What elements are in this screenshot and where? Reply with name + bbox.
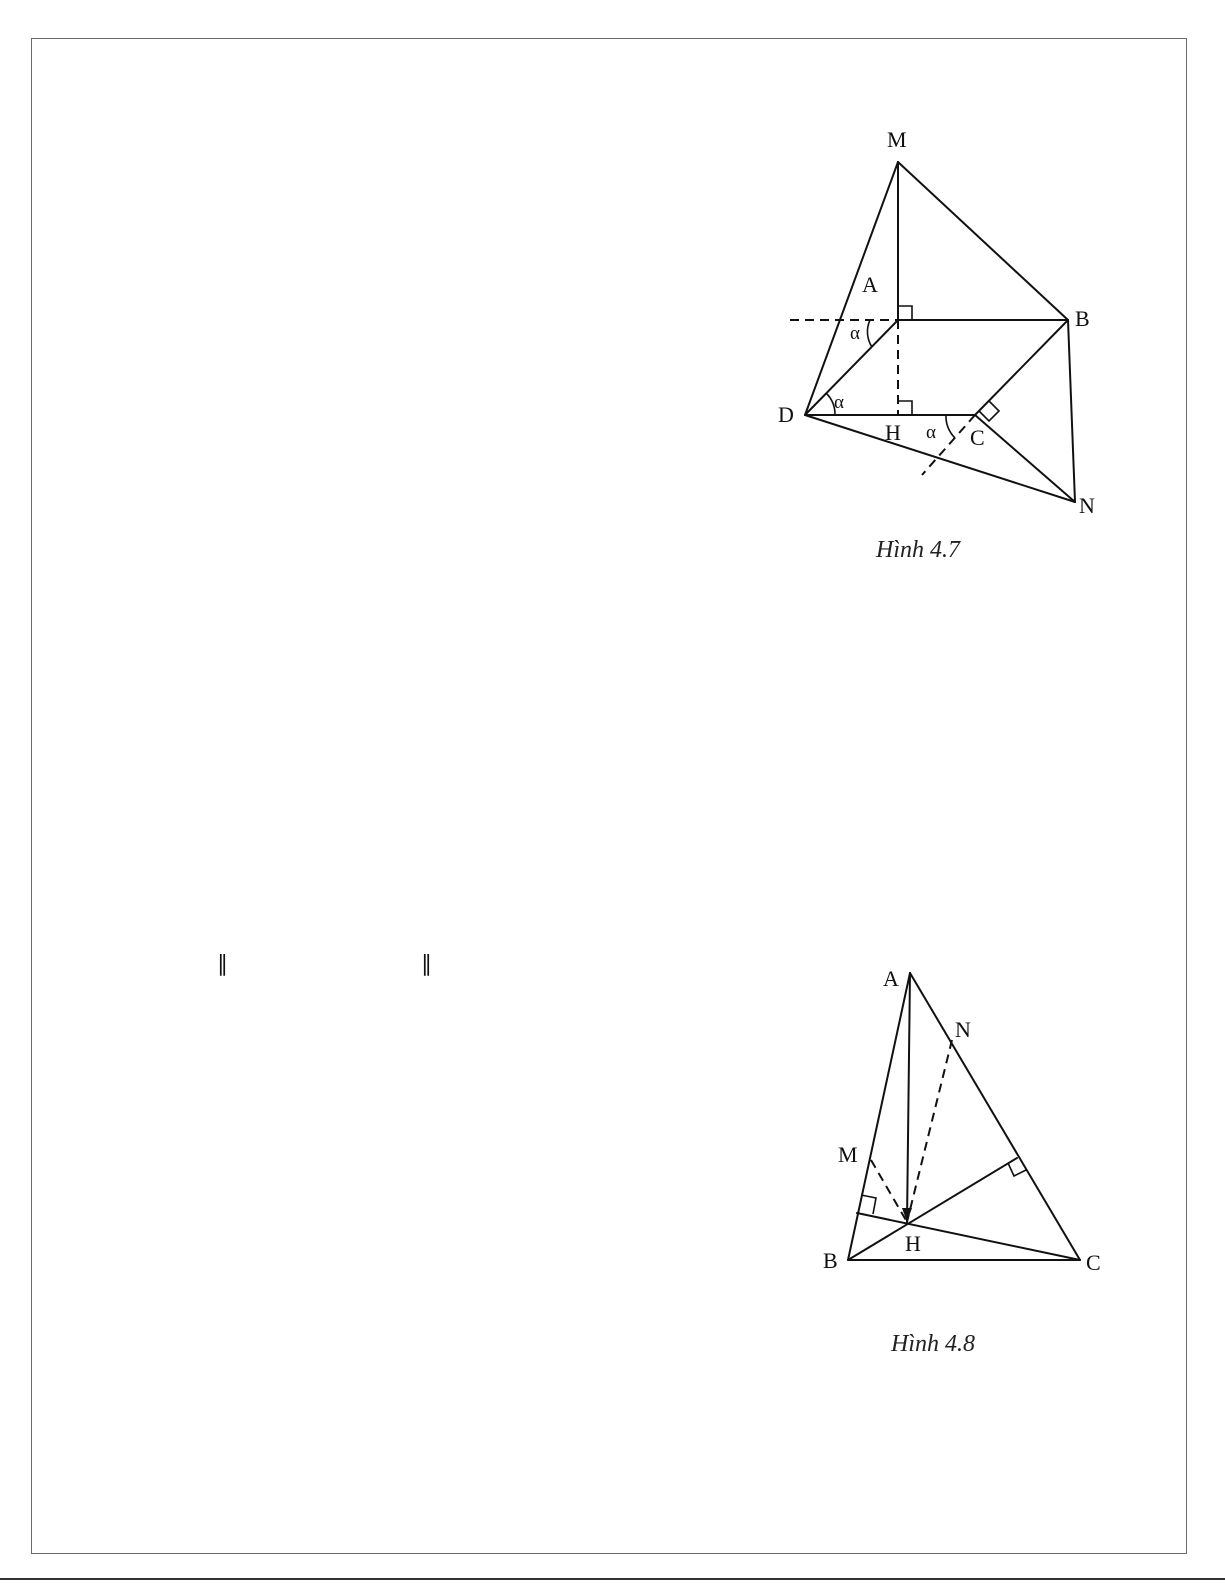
right-angle-mark-M xyxy=(861,1195,876,1214)
edge-AC xyxy=(910,973,1080,1260)
label-C: C xyxy=(1086,1250,1101,1275)
label-H: H xyxy=(905,1231,921,1256)
label-M: M xyxy=(887,127,907,152)
label-M: M xyxy=(838,1142,858,1167)
label-B: B xyxy=(1075,306,1090,331)
label-H: H xyxy=(885,420,901,445)
angle-alpha-D: α xyxy=(834,392,844,413)
bottom-rule xyxy=(0,1578,1225,1580)
label-D: D xyxy=(778,402,794,427)
label-B: B xyxy=(823,1248,838,1273)
label-C: C xyxy=(970,425,985,450)
label-A: A xyxy=(883,966,899,991)
label-N: N xyxy=(955,1017,971,1042)
label-N: N xyxy=(1079,493,1095,518)
altitude-from-C xyxy=(857,1213,1080,1260)
parallel-symbol: ∥ xyxy=(217,952,228,977)
label-A: A xyxy=(862,272,878,297)
dashed-HN xyxy=(907,1040,952,1222)
angle-alpha-A: α xyxy=(850,323,860,344)
parallel-symbol: ∥ xyxy=(421,952,432,977)
altitude-AH xyxy=(907,973,910,1222)
angle-alpha-C: α xyxy=(926,422,936,443)
dashed-HM xyxy=(871,1160,907,1222)
figure-4-7-caption: Hình 4.7 xyxy=(876,537,960,563)
figure-4-8-caption: Hình 4.8 xyxy=(891,1331,975,1357)
